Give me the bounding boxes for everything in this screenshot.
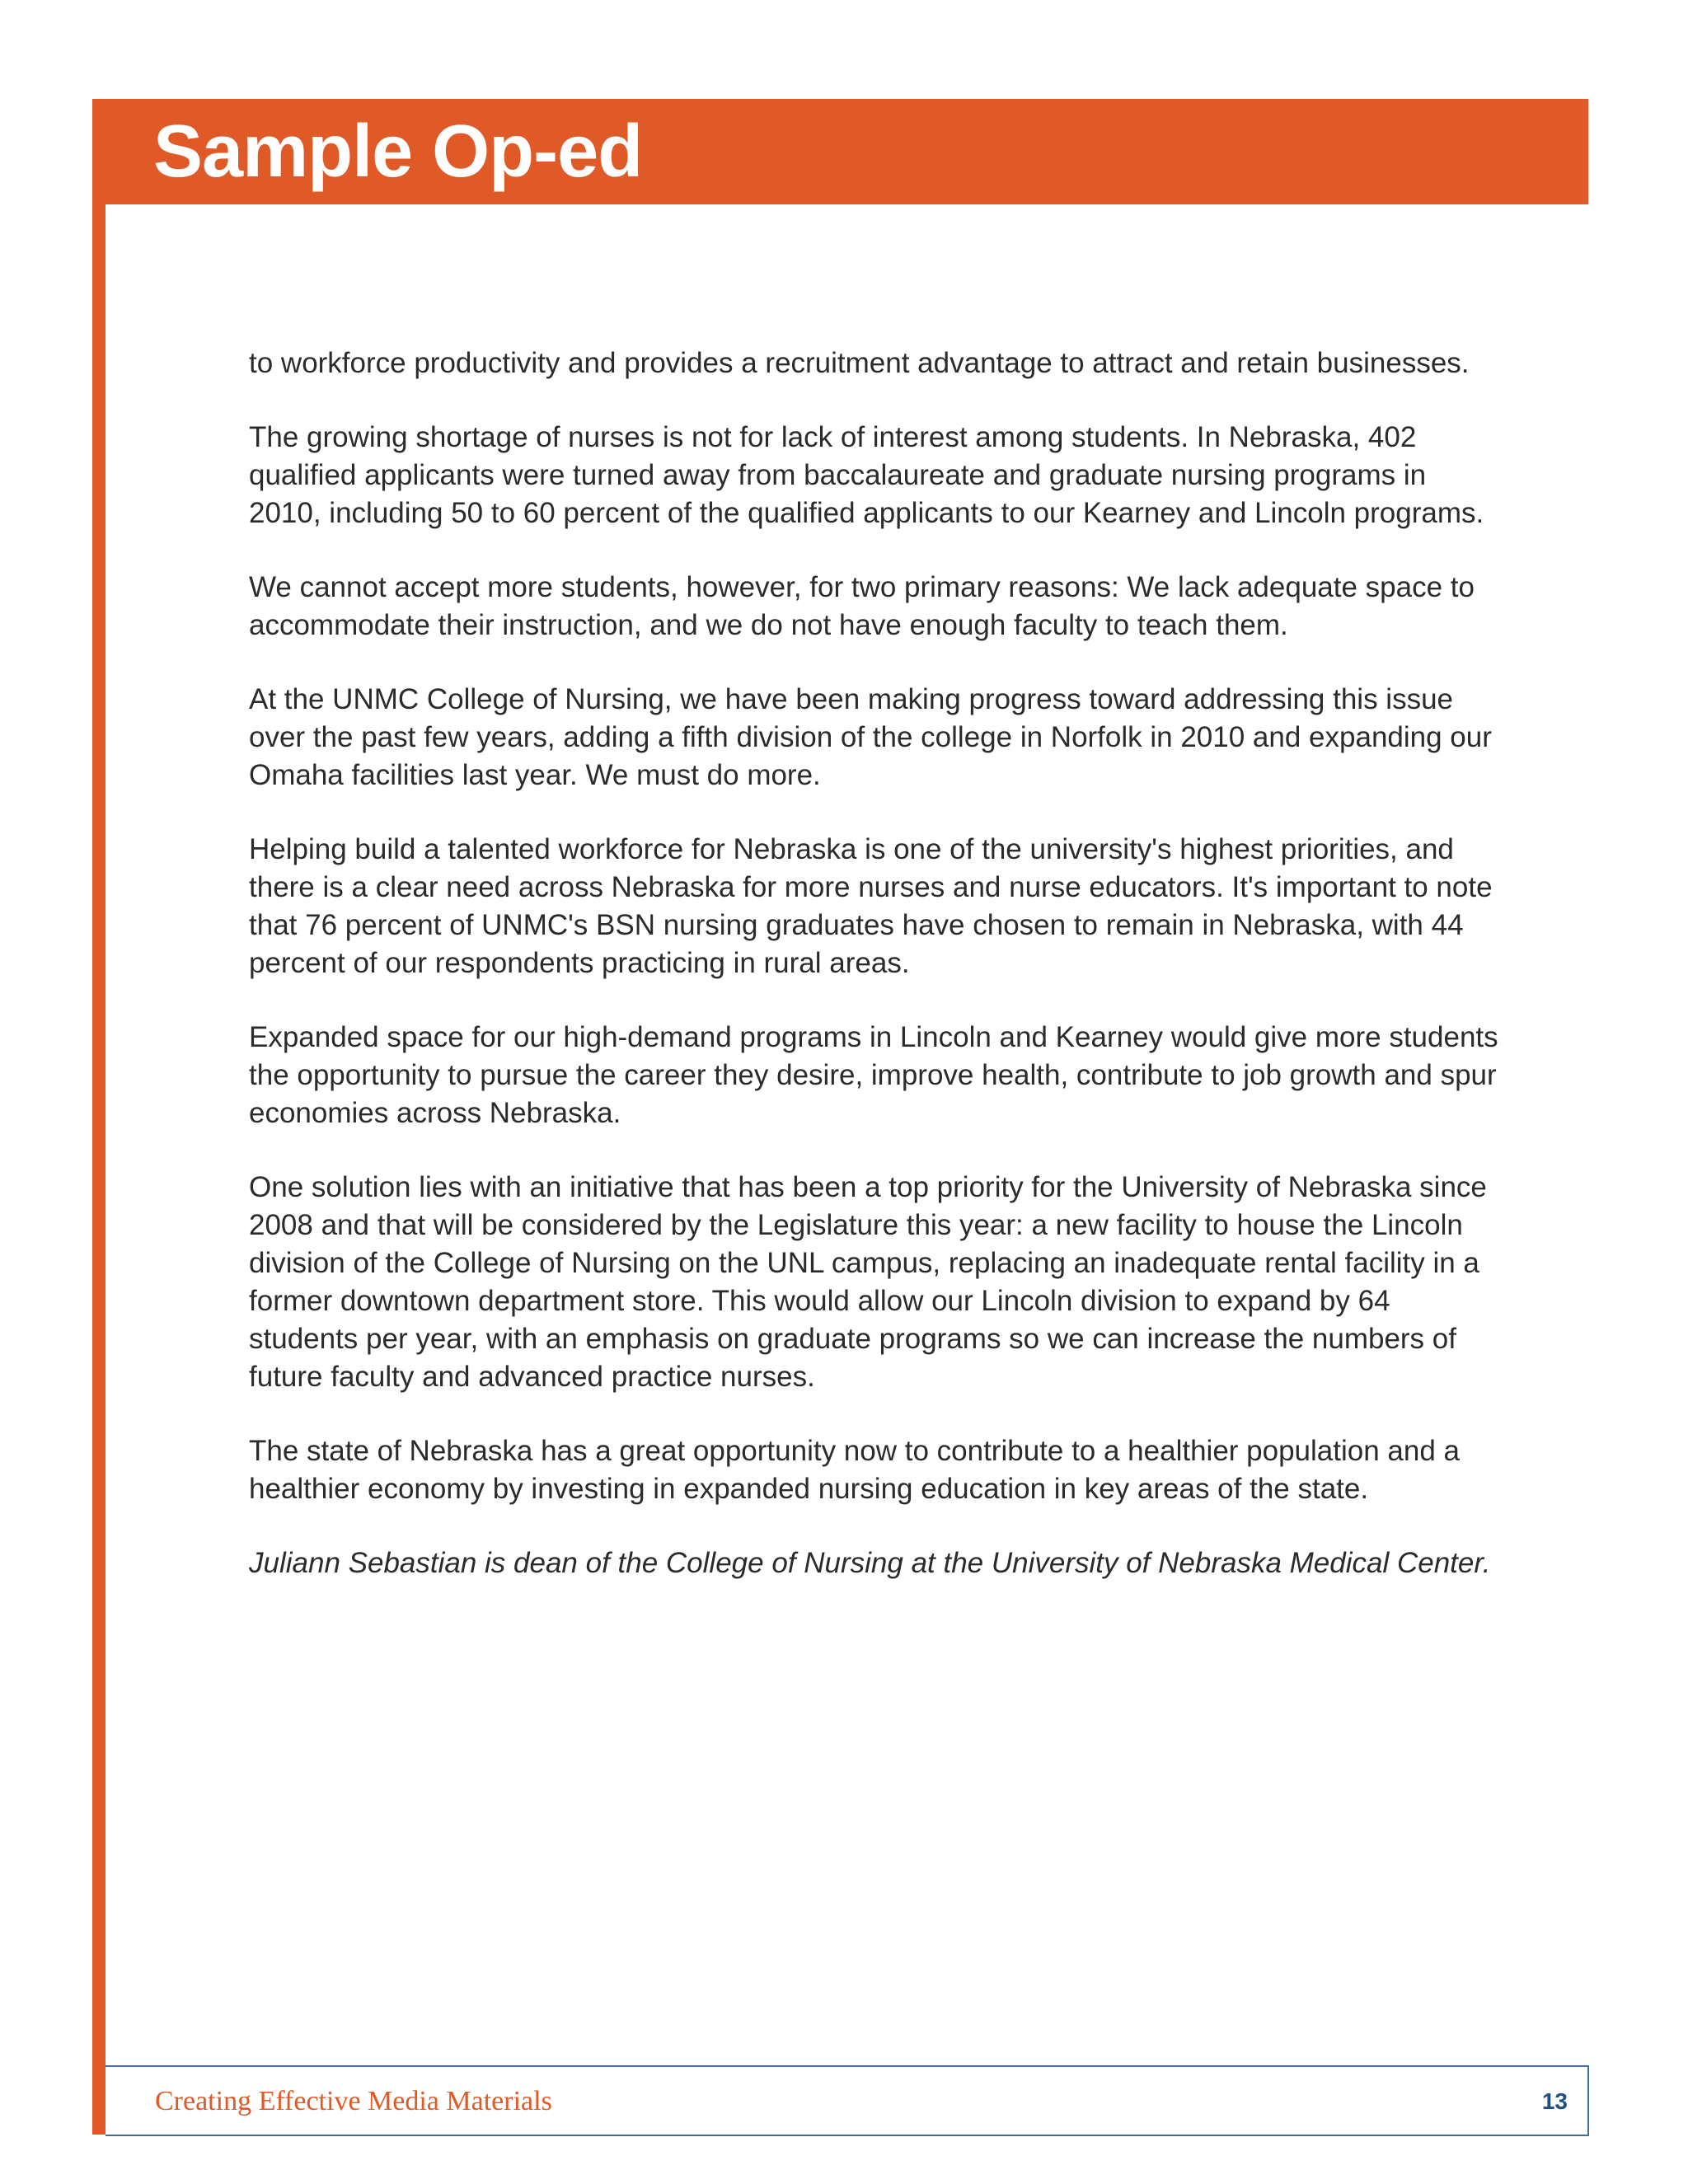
article-body bbox=[249, 344, 1502, 1582]
article-paragraph: to workforce productivity and provides a recruitment advantage to attract and retain businesses. bbox=[249, 347, 1470, 379]
article-paragraph: At the UNMC College of Nursing, we have been making progress toward addressing this issue over the past few years, adding a fifth division of the college in Norfolk in 2010 and expanding our Omaha facilities last year. We must do more. bbox=[249, 683, 1492, 791]
author-byline: Juliann Sebastian is dean of the College of Nursing at the University of Nebraska Medical Center. bbox=[249, 1547, 1491, 1579]
article-paragraph: Helping build a talented workforce for Nebraska is one of the university's highest priorities, and there is a clear need across Nebraska for more nurses and nurse educators. It's important to note that 76 percent of UNMC's BSN nursing graduates have chosen to remain in Nebraska, with 44 percent of our respondents practicing in rural areas. bbox=[249, 833, 1493, 979]
publication-title: Creating Effective Media Materials bbox=[155, 2086, 552, 2116]
left-accent-rail bbox=[92, 204, 106, 2135]
page-title: Sample Op-ed bbox=[153, 110, 643, 193]
article-paragraph: We cannot accept more students, however, for two primary reasons: We lack adequate space to accommodate their instruction, and we do not have enough faculty to teach them. bbox=[249, 571, 1475, 641]
page-footer bbox=[106, 2065, 1589, 2136]
article-paragraph: Expanded space for our high-demand programs in Lincoln and Kearney would give more students the opportunity to pursue the career they desire, improve health, contribute to job growth and spur economies across Nebraska. bbox=[249, 1021, 1498, 1129]
article-paragraph: The state of Nebraska has a great opportunity now to contribute to a healthier population and a healthier economy by investing in expanded nursing education in key areas of the state. bbox=[249, 1435, 1461, 1505]
article-paragraph: One solution lies with an initiative that has been a top priority for the University of Nebraska since 2008 and that will be considered by the Legislature this year: a new facility to house the Lincoln division of the College of Nursing on the UNL campus, replacing an inadequate rental facility in a former downtown department store. This would allow our Lincoln division to expand by 64 students per year, with an emphasis on graduate programs so we can increase the numbers of future faculty and advanced practice nurses. bbox=[249, 1171, 1487, 1393]
article-paragraph: The growing shortage of nurses is not for lack of interest among students. In Nebraska, 402 qualified applicants were turned away from baccalaureate and graduate nursing programs in 2010, including 50 to 60 percent of the qualified applicants to our Kearney and Lincoln programs. bbox=[249, 421, 1484, 529]
header-bar bbox=[92, 99, 1588, 204]
page-number: 13 bbox=[1541, 2088, 1568, 2114]
